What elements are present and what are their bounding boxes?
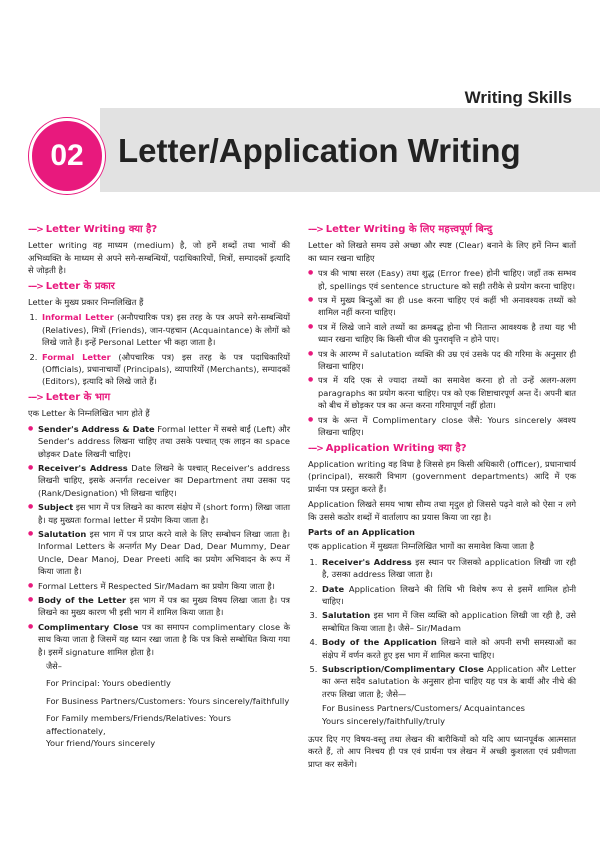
eg-label: जैसे–	[46, 661, 62, 671]
parts-intro: एक application में मुख्यतः निम्नलिखित भागों का समावेश किया जाता है	[308, 541, 535, 552]
letter-parts-list	[28, 423, 290, 658]
example-line: Yours sincerely/faithfully/truly	[322, 715, 446, 726]
closing-paragraph: ऊपर दिए गए विषय-वस्तु तथा लेखन की बारीकियों को यदि आप ध्यानपूर्वक आत्मसात करते हैं, तो आप निश्चय ही पत्र एवं प्रार्थना पत्र लेखन में अच्छी कुशलता एवं प्रवीणता प्राप्त कर सकेंगे।	[308, 734, 576, 769]
arrow-icon: --->	[28, 392, 43, 403]
example-line: For Principal: Yours obediently	[46, 678, 171, 689]
important-points-intro: Letter को लिखते समय उसे अच्छा और स्पष्ट (Clear) बनाने के लिए हमें निम्न बातों का ध्यान रखना चाहिए	[308, 240, 576, 263]
letter-types-list	[28, 311, 290, 387]
heading-important-points: ---> Letter Writing के लिए महत्त्वपूर्ण बिन्दु	[308, 224, 493, 235]
letter-parts-intro: एक Letter के निम्नलिखित भाग होते हैं	[28, 408, 150, 419]
arrow-icon: --->	[28, 225, 43, 235]
left-column	[28, 220, 290, 755]
list-item: ● पत्र में लिखे जाने वाले तथ्यों का क्रमबद्ध होना भी नितान्त आवश्यक है तथा यह भी ध्यान रखना चाहिए कि किसी चीज की पुनरावृत्ति न होने पाए।	[308, 321, 576, 346]
list-item: ● Body of the Letter इस भाग में पत्र का मुख्य विषय लिखा जाता है। पत्र लिखने का मुख्य कारण भी इसी भाग में शामिल किया जाता है।	[28, 594, 290, 619]
important-points-list	[308, 267, 576, 438]
list-item: ● Complimentary Close पत्र का समापन complimentary close के साथ किया जाता है जिसमें यह ध्यान रखा जाता है कि पत्र किसे सम्बोधित किया गया है। इसमें signature शामिल होता है।	[28, 621, 290, 658]
section-label: Writing Skills	[464, 88, 572, 107]
example-line: For Family members/Friends/Relatives: Yours affectionately,	[46, 713, 231, 736]
application-tone: Application लिखते समय भाषा सौम्य तथा मृदुल हो जिससे पढ़ने वाले को ऐसा न लगे कि उससे कठोर शब्दों में वार्तालाप का प्रयास किया जा रहा है।	[308, 499, 576, 522]
list-item: 1. Receiver's Address इस स्थान पर जिसको application लिखी जा रही है, उसका address लिखा जाता है।	[320, 556, 576, 581]
examples-block	[28, 660, 290, 749]
parts-title: Parts of an Application	[308, 526, 415, 537]
heading-letter-parts: ---> Letter के भाग	[28, 391, 111, 403]
heading-letter-types: ---> Letter के प्रकार	[28, 280, 115, 292]
list-item: ● Formal Letters में Respected Sir/Madam का प्रयोग किया जाता है।	[28, 580, 290, 592]
list-item: 2. Formal Letter (औपचारिक पत्र) इस तरह के पत्र पदाधिकारियों (Officials), प्रधानाचार्यों (Principals), व्यापारियों (Merchants), सम्पादकों (Editors), इत्यादि को लिखे जाते हैं।	[40, 351, 290, 388]
list-item: ● Sender's Address & Date Formal letter में सबसे बाईं (Left) और Sender's address लिखना चाहिए तथा उसके पश्चात् एक लाइन का space छोड़कर Date लिखनी चाहिए।	[28, 423, 290, 460]
example-line: For Business Partners/Customers/ Acquaintances	[322, 703, 526, 714]
chapter-number: 02	[29, 118, 105, 194]
heading-application-writing: ---> Application Writing क्या है?	[308, 442, 467, 454]
examples-block	[308, 702, 576, 727]
list-item: 3. Salutation इस भाग में जिस व्यक्ति को application लिखी जा रही है, उसे सम्बोधित किया जाता है। जैसे– Sir/Madam	[320, 609, 576, 634]
heading-letter-writing: ---> Letter Writing क्या है?	[28, 224, 158, 235]
letter-types-intro: Letter के मुख्य प्रकार निम्नलिखित हैं	[28, 297, 144, 308]
arrow-icon: --->	[28, 281, 43, 292]
list-item: ● पत्र के अन्त में Complimentary close जैसे: Yours sincerely अवश्य लिखना चाहिए।	[308, 414, 576, 439]
list-item: ● पत्र में मुख्य बिन्दुओं का ही use करना चाहिए एवं कहीं भी अनावश्यक तथ्यों को शामिल नहीं करना चाहिए।	[308, 294, 576, 319]
letter-writing-intro: Letter writing वह माध्यम (medium) है, जो हमें शब्दों तथा भावों की अभिव्यक्ति के माध्यम से अपने सगे-सम्बन्धियों, पदाधिकारियों, मित्रों, सम्पादकों इत्यादि से जोड़ती है।	[28, 240, 290, 276]
list-item: ● पत्र की भाषा सरल (Easy) तथा शुद्ध (Error free) होनी चाहिए। जहाँ तक सम्भव हो, spellings एवं sentence structure को सही तरीके से प्रयोग करना चाहिए।	[308, 267, 576, 292]
list-item: ● Receiver's Address Date लिखने के पश्चात् Receiver's address लिखनी चाहिए, इसके अन्तर्गत receiver का Department तथा उसका पद (Rank/Designation) भी लिखना चाहिए।	[28, 462, 290, 499]
list-item: ● Salutation इस भाग में पत्र प्राप्त करने वाले के लिए सम्बोधन लिखा जाता है। Informal Letters के अन्तर्गत My Dear Dad, Dear Mummy, Dear Uncle, Dear Manoj, Dear Preeti आदि का प्रयोग अभिवादन के रूप में किया जाता है।	[28, 528, 290, 578]
list-item: 5. Subscription/Complimentary Close Application और Letter का अन्त सदैव salutation के अनुसार होना चाहिए यह पत्र के बायीं और नीचे की तरफ लिखा जाता है; जैसे—	[320, 663, 576, 700]
application-parts-list	[308, 556, 576, 700]
list-item: 4. Body of the Application लिखने वाले को अपनी सभी समस्याओं का संक्षेप में वर्णन करते हुए इस भाग में शामिल करना चाहिए।	[320, 636, 576, 661]
example-line: For Business Partners/Customers: Yours sincerely/faithfully	[46, 695, 290, 706]
list-item: ● पत्र के आरम्भ में salutation व्यक्ति की उम्र एवं उसके पद की गरिमा के अनुसार ही लिखना चाहिए।	[308, 348, 576, 373]
application-intro: Application writing वह विधा है जिससे हम किसी अधिकारी (officer), प्रधानाचार्य (principal), सरकारी विभाग (government departments) आदि में एक प्रार्थना पत्र प्रस्तुत करते हैं।	[308, 458, 576, 494]
list-item: ● पत्र में यदि एक से ज्यादा तथ्यों का समावेश करना हो तो उन्हें अलग-अलग paragraphs का प्रयोग करना चाहिए। पत्र को एक शिष्टाचारपूर्ण अन्त दें। अपनी बात को बीच में छोड़कर पत्र का अन्त करना गरिमापूर्ण नहीं होता।	[308, 374, 576, 411]
chapter-title: Letter/Application Writing	[118, 132, 521, 169]
list-item: ● Subject इस भाग में पत्र लिखने का कारण संक्षेप में (short form) लिखा जाता है। यह मुख्यतः formal letter में प्रयोग किया जाता है।	[28, 501, 290, 526]
arrow-icon: --->	[308, 225, 323, 235]
arrow-icon: --->	[308, 443, 323, 454]
list-item: 2. Date Application लिखने की तिथि भी विशेष रूप से इसमें शामिल होनी चाहिए।	[320, 583, 576, 608]
right-column	[308, 220, 576, 773]
list-item: 1. Informal Letter (अनौपचारिक पत्र) इस तरह के पत्र अपने सगे-सम्बन्धियों (Relatives), मित्रों (Friends), जान-पहचान (Acquaintance) के लोगों को लिखे जाते हैं। इन्हें Personal Letter भी कहा जाता है।	[40, 311, 290, 348]
example-line: Your friend/Yours sincerely	[46, 738, 156, 749]
